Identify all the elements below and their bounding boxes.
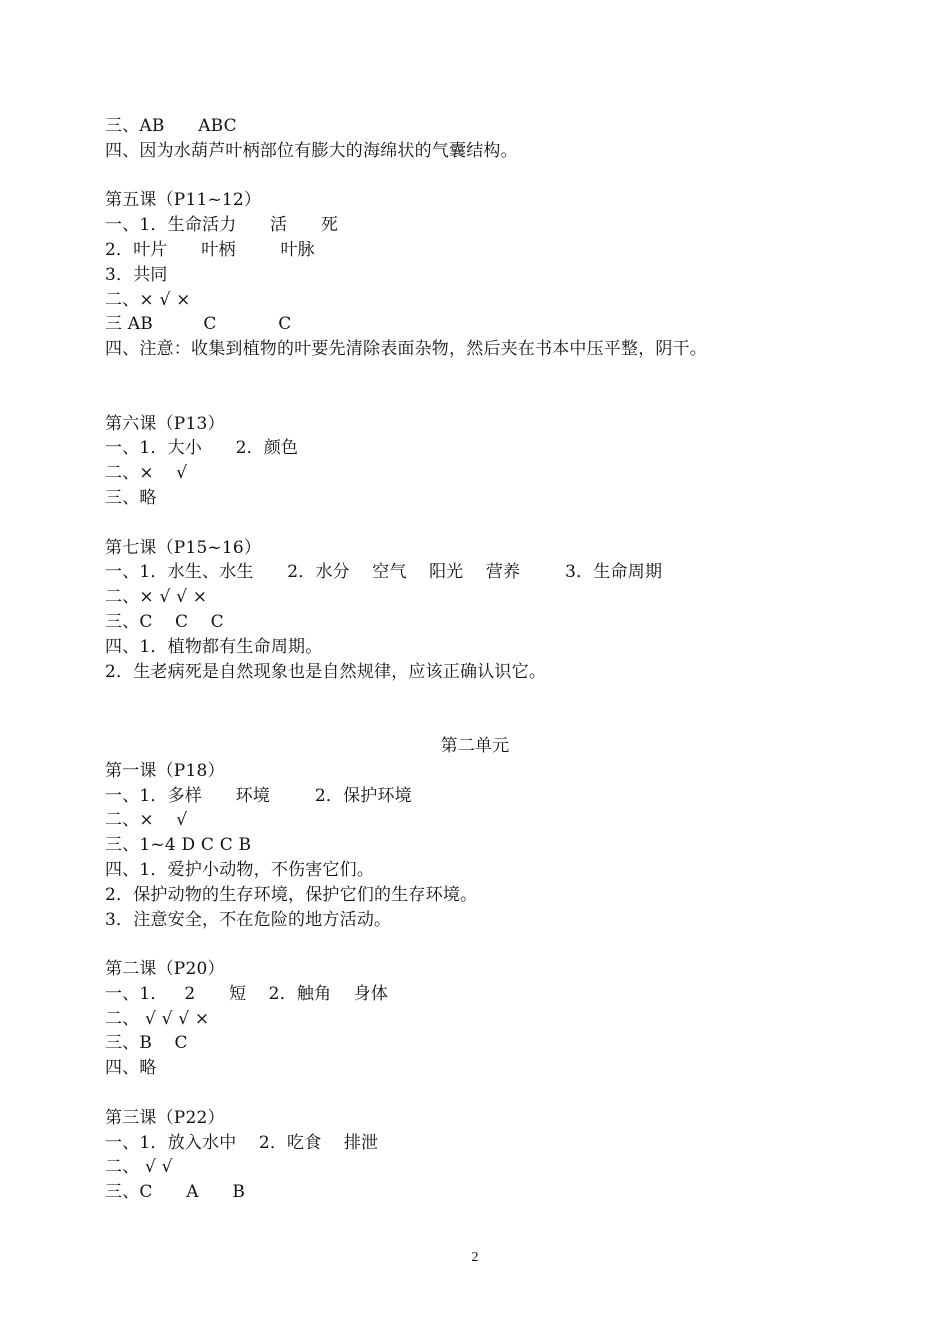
text-line: 3．注意安全，不在危险的地方活动。 <box>105 909 392 930</box>
text-line: 二、 √ √ <box>105 1157 173 1178</box>
text-line: 三、1~4 D C C B <box>105 835 252 856</box>
text-line: 四、因为水葫芦叶柄部位有膨大的海绵状的气囊结构。 <box>105 140 518 161</box>
text-line: 一、1．放入水中 2．吃食 排泄 <box>105 1132 379 1153</box>
text-line: 二、× √ <box>105 810 188 831</box>
text-line: 第一课（P18） <box>105 760 225 781</box>
blank-line <box>105 511 845 536</box>
text-line: 三、略 <box>105 487 157 508</box>
blank-line <box>105 164 845 189</box>
text-line: 二、 √ √ √ × <box>105 1008 210 1029</box>
text-line: 一、1．水生、水生 2．水分 空气 阳光 营养 3．生命周期 <box>105 562 663 583</box>
text-line: 三、C A B <box>105 1182 246 1203</box>
blank-line <box>105 684 845 709</box>
text-line: 3．共同 <box>105 264 168 285</box>
text-line: 二、× √ √ × <box>105 587 208 608</box>
text-line: 三、C C C <box>105 611 224 632</box>
page-number: 2 <box>471 1250 479 1265</box>
blank-line <box>105 709 845 734</box>
text-line: 三、AB ABC <box>105 116 237 136</box>
blank-line <box>105 362 845 387</box>
text-line: 第六课（P13） <box>105 413 225 434</box>
text-line: 四、1．植物都有生命周期。 <box>105 636 323 657</box>
text-line: 2．生老病死是自然现象也是自然规律，应该正确认识它。 <box>105 661 547 682</box>
blank-line <box>105 1081 845 1106</box>
text-line: 一、1．多样 环境 2．保护环境 <box>105 785 412 806</box>
text-line: 第五课（P11~12） <box>105 190 262 211</box>
text-line: 四、略 <box>105 1058 157 1079</box>
text-line: 2．叶片 叶柄 叶脉 <box>105 239 315 260</box>
text-line: 三、B C <box>105 1033 188 1054</box>
text-line: 二、× √ <box>105 463 188 484</box>
text-line: 三 AB C C <box>105 314 292 335</box>
text-line: 一、1． 2 短 2．触角 身体 <box>105 983 389 1004</box>
text-line: 四、1．爱护小动物，不伤害它们。 <box>105 859 375 880</box>
text-line: 一、1．大小 2．颜色 <box>105 438 299 459</box>
answer-key-body <box>105 114 845 1205</box>
text-line: 2．保护动物的生存环境，保护它们的生存环境。 <box>105 884 478 905</box>
blank-line <box>105 387 845 412</box>
text-line: 第三课（P22） <box>105 1107 225 1128</box>
text-line: 一、1．生命活力 活 死 <box>105 215 339 236</box>
text-line: 二、× √ × <box>105 289 191 310</box>
text-line: 四、注意：收集到植物的叶要先清除表面杂物，然后夹在书本中压平整，阴干。 <box>105 339 707 360</box>
section-heading: 第二单元 <box>440 735 510 756</box>
text-line: 第七课（P15~16） <box>105 537 262 558</box>
text-line: 第二课（P20） <box>105 959 225 980</box>
blank-line <box>105 932 845 957</box>
